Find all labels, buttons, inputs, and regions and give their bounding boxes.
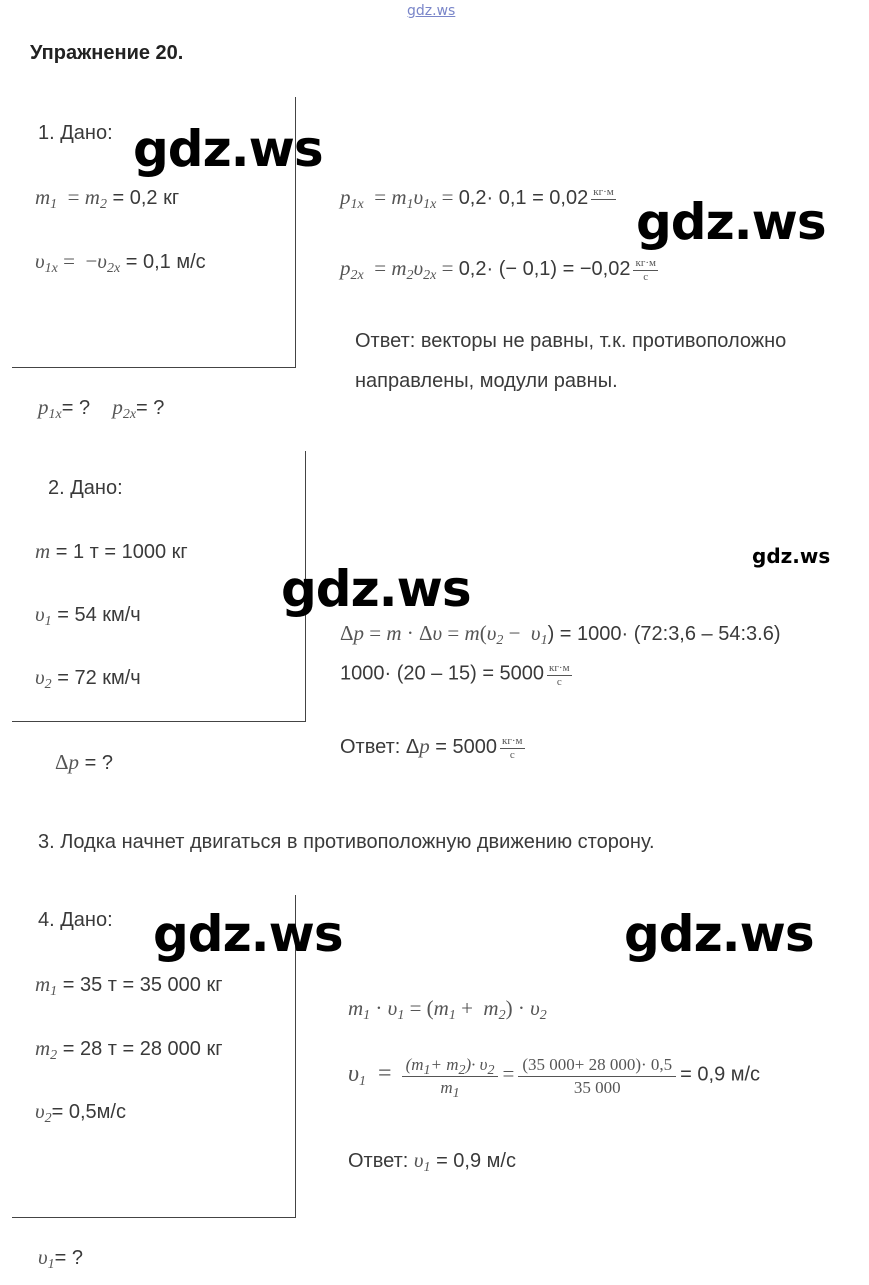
watermark: gdz.ws (752, 544, 831, 568)
answer-line-2: направлены, модули равны. (355, 370, 618, 392)
top-watermark-link[interactable]: gdz.ws (407, 3, 456, 19)
numeric-fraction: $\frac{(35 000+ 28 000)\cdot 0,5}{35 000}$ (518, 1054, 676, 1099)
formula-p2x: $p_{2x} = m_2\upsilon_{2x} = 0,2\cdot$ (− 0,1) = −0,02 $\frac{кг\cdot м}{с}$ (340, 256, 656, 284)
given-mass: m = 1 т = 1000 кг (35, 539, 188, 563)
problem-3-text: 3. Лодка начнет двигаться в противоположную движению сторону. (38, 831, 655, 853)
watermark: gdz.ws (636, 193, 826, 251)
answer: Ответ: Δp = 5000 $\frac{кг\cdot м}{с}$ (340, 734, 523, 762)
watermark: gdz.ws (153, 905, 343, 963)
given-velocity: $\upsilon_{1x} = -\upsilon_{2x} = 0,1$ м/с (35, 249, 206, 276)
unit-fraction: $\frac{кг\cdot м}{с}$ (549, 662, 570, 688)
given-mass: $m_1 = m_2 = 0,2$ кг (35, 185, 180, 212)
formula-delta-p: $\Delta p = m \cdot \Delta\upsilon = m(\upsilon_2 - \upsilon_1) = 1000\cdot$ (72:3,6 – 54:3.6) (340, 621, 781, 648)
answer: Ответ: $\upsilon_1 = 0,9$ м/с (348, 1148, 516, 1175)
given-divider-horizontal (12, 1217, 296, 1218)
given-label: 4. Дано: (38, 909, 113, 931)
given-m1: $m_1 = 35$ т = 35 000 кг (35, 972, 223, 999)
watermark: gdz.ws (281, 560, 471, 618)
formula-result: 1000· (20 – 15) = 5000 $\frac{кг\cdot м}{с}$ (340, 662, 570, 688)
page-title: Упражнение 20. (30, 42, 184, 64)
given-divider-horizontal (12, 721, 306, 722)
given-label: 2. Дано: (48, 477, 123, 499)
watermark: gdz.ws (133, 120, 323, 178)
symbolic-fraction: $\frac{(m_1+ m_2)\cdot \upsilon_2}{m_1}$ (402, 1054, 499, 1099)
find-quantities: $p_{1x}=$ ? $p_{2x}=$ ? (38, 395, 165, 422)
momentum-conservation: $m_1 \cdot \upsilon_1 = (m_1 + m_2) \cdot \upsilon_2$ (348, 996, 547, 1023)
given-v2: $\upsilon_2= 0,5м/с$ (35, 1099, 126, 1126)
find-v1: $\upsilon_1=$ ? (38, 1245, 83, 1272)
given-v1: $\upsilon_1 = 54$ км/ч (35, 602, 141, 629)
answer-line-1: Ответ: векторы не равны, т.к. противоположно (355, 330, 787, 352)
formula-v1: $\upsilon_1$ = $\frac{(m_1+ m_2)\cdot \upsilon_2}{m_1}$ = $\frac{(35 000+ 28 000)\cdot 0,5}{35 000}$ = 0,9 м/с (348, 1055, 761, 1101)
unit-fraction: $\frac{кг\cdot м}{с}$ (635, 257, 656, 284)
watermark: gdz.ws (624, 905, 814, 963)
find-delta-p: Δp = ? (55, 750, 113, 774)
unit-fraction: $\frac{кг\cdot м}{с}$ (502, 735, 523, 762)
given-m2: $m_2 = 28$ т = 28 000 кг (35, 1036, 223, 1063)
formula-p1x: $p_{1x} = m_1\upsilon_{1x} = 0,2\cdot 0,1 = 0,02$ кг·м (340, 185, 614, 212)
unit-fraction: кг·м (593, 186, 614, 199)
given-label: 1. Дано: (38, 122, 113, 144)
given-divider-horizontal (12, 367, 296, 368)
given-v2: $\upsilon_2 = 72$ км/ч (35, 665, 141, 692)
